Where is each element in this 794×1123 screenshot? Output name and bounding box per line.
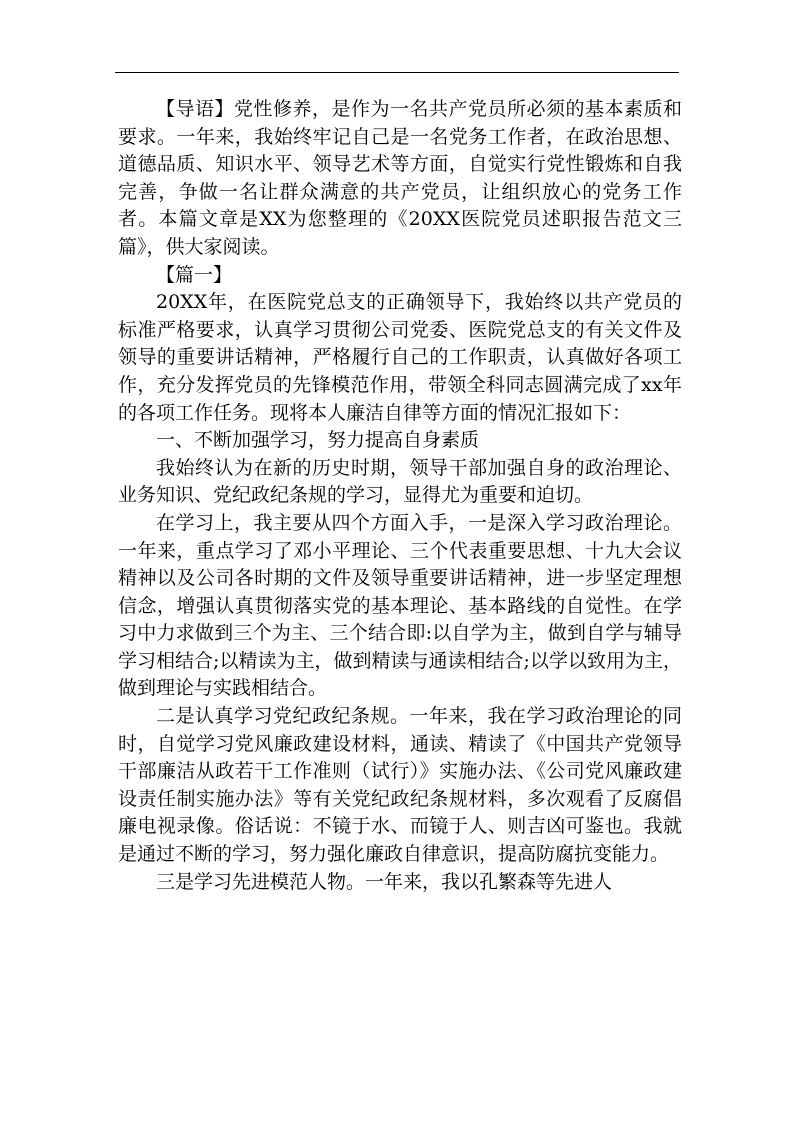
section-heading-part-one: 【篇一】 [156, 263, 233, 286]
intro-paragraph: 【导语】党性修养，是作为一名共产党员所必须的基本素质和要求。一年来，我始终牢记自己是一名党务工作者，在政治思想、道德品质、知识水平、领导艺术等方面，自觉实行党性锻炼和自我完善，争做一名让群众满意的共产党员，让组织放心的党务工作者。本篇文章是XX为您整理的《20XX医院党员述职报告范文三篇》，供大家阅读。 [118, 98, 682, 258]
document-body [118, 96, 682, 896]
body-paragraph: 在学习上，我主要从四个方面入手，一是深入学习政治理论。一年来，重点学习了邓小平理论、三个代表重要思想、十九大会议精神以及公司各时期的文件及领导重要讲话精神，进一步坚定理想信念，增强认真贯彻落实党的基本理论、基本路线的自觉性。在学习中力求做到三个为主、三个结合即:以自学为主，做到自学与辅导学习相结合;以精读为主，做到精读与通读相结合;以学以致用为主，做到理论与实践相结合。 [118, 511, 682, 700]
header-rule [115, 72, 679, 73]
subheading-study: 一、不断加强学习，努力提高自身素质 [156, 429, 480, 452]
body-paragraph: 三是学习先进模范人物。一年来，我以孔繁森等先进人 [156, 870, 613, 893]
body-paragraph: 二是认真学习党纪政纪条规。一年来，我在学习政治理论的同时，自觉学习党风廉政建设材料，通读、精读了《中国共产党领导干部廉洁从政若干工作准则（试行）》实施办法、《公司党风廉政建设责任制实施办法》等有关党纪政纪条规材料，多次观看了反腐倡廉电视录像。俗话说：不镜于水、而镜于人、则吉凶可鉴也。我就是通过不断的学习，努力强化廉政自律意识，提高防腐抗变能力。 [118, 705, 682, 866]
body-paragraph: 我始终认为在新的历史时期，领导干部加强自身的政治理论、业务知识、党纪政纪条规的学习，显得尤为重要和迫切。 [118, 456, 682, 507]
body-paragraph: 20XX年，在医院党总支的正确领导下，我始终以共产党员的标准严格要求，认真学习贯彻公司党委、医院党总支的有关文件及领导的重要讲话精神，严格履行自己的工作职责，认真做好各项工作，充分发挥党员的先锋模范作用，带领全科同志圆满完成了xx年的各项工作任务。现将本人廉洁自律等方面的情况汇报如下： [118, 291, 682, 424]
